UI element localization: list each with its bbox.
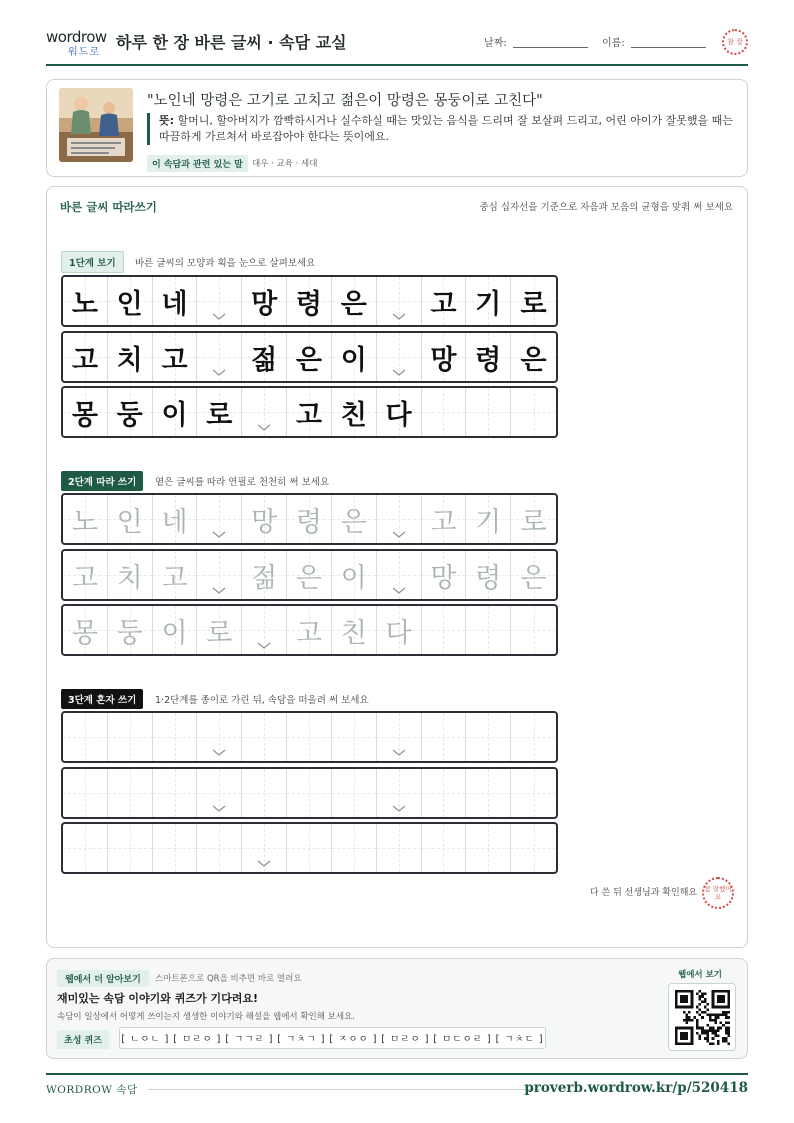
check-text: 다 쓴 뒤 선생님과 확인해요 — [590, 888, 698, 898]
grid-cell — [466, 277, 511, 325]
grid-cell[interactable] — [332, 769, 377, 817]
cell-char: 젊 — [251, 344, 278, 376]
cell-char: 고 — [71, 344, 98, 376]
grid-cell[interactable] — [422, 824, 467, 872]
grid-cell — [332, 388, 377, 436]
grid-cell — [287, 277, 332, 325]
grid-cell[interactable] — [108, 824, 153, 872]
cell-char: 이 — [340, 344, 367, 376]
grid-cell[interactable] — [511, 824, 556, 872]
grid-cell[interactable] — [63, 769, 108, 817]
grid-cell — [63, 388, 108, 436]
grid-cell — [287, 333, 332, 381]
grid-cell[interactable] — [108, 606, 153, 654]
grid-cell[interactable] — [197, 824, 242, 872]
step1-desc: 바른 글씨의 모양과 획을 눈으로 살펴보세요 — [135, 258, 316, 269]
step3-row[interactable] — [61, 711, 558, 763]
cell-char: 은 — [340, 506, 367, 538]
step3-row[interactable] — [61, 822, 558, 874]
grid-cell — [422, 277, 467, 325]
proverb-title: "노인네 망령은 고기로 고치고 젊은이 망령은 몽둥이로 고친다" — [147, 93, 543, 109]
related-tag-badge: 이 속담과 관련 있는 말 — [147, 155, 248, 172]
cell-char: 둥 — [116, 399, 143, 431]
step1-row — [61, 275, 558, 327]
grid-cell[interactable] — [511, 495, 556, 543]
cell-char: 다 — [385, 617, 412, 649]
grid-cell — [511, 388, 556, 436]
step3-badge: 3단계 혼자 쓰기 — [61, 689, 143, 709]
grid-cell[interactable] — [108, 713, 153, 761]
grid-cell[interactable] — [153, 606, 198, 654]
cell-char: 인 — [116, 288, 143, 320]
grid-cell — [63, 333, 108, 381]
grid-cell[interactable] — [511, 606, 556, 654]
page-header — [46, 26, 748, 66]
praise-stamp-text: 참 잘했어요 — [704, 885, 732, 901]
proverb-illustration — [59, 88, 133, 162]
grid-cell — [377, 333, 422, 381]
chosung-quiz: [ ㄴㅇㄴ ] [ ㅁㄹㅇ ] [ ㄱㄱㄹ ] [ ㄱㅊㄱ ] [ ㅈㅇㅇ ] [ ㅁㄹㅇ ] [ ㅁㄷㅇㄹ ] [ ㄱㅊㄷ ] — [119, 1027, 546, 1049]
step2-row[interactable] — [61, 493, 558, 545]
cell-char: 로 — [206, 399, 233, 431]
web-badge: 웹에서 더 알아보기 — [57, 970, 149, 987]
cell-char: 은 — [520, 344, 547, 376]
cell-char: 로 — [520, 288, 547, 320]
cell-char: 망 — [430, 562, 457, 594]
cell-char: 로 — [206, 617, 233, 649]
cell-char: 은 — [295, 562, 323, 594]
step2-row[interactable] — [61, 604, 558, 656]
cell-char: 몽 — [71, 399, 98, 431]
logo-text: wordrow — [46, 28, 107, 46]
grid-cell[interactable] — [466, 769, 511, 817]
grid-cell[interactable] — [287, 606, 332, 654]
grid-cell[interactable] — [422, 606, 467, 654]
cell-char: 노 — [71, 288, 98, 320]
date-label: 날짜: — [484, 38, 507, 49]
wordrow-logo — [46, 28, 106, 58]
grid-cell — [108, 388, 153, 436]
grid-cell[interactable] — [63, 713, 108, 761]
grid-cell[interactable] — [332, 713, 377, 761]
step1-badge: 1단계 보기 — [61, 251, 124, 273]
cell-char: 령 — [475, 562, 502, 594]
grid-cell[interactable] — [466, 824, 511, 872]
cell-char: 고 — [295, 399, 323, 431]
grid-cell[interactable] — [197, 495, 242, 543]
cell-char: 령 — [475, 344, 502, 376]
grid-cell[interactable] — [332, 824, 377, 872]
cell-char: 젊 — [251, 562, 278, 594]
web-hint: 스마트폰으로 QR을 비추면 바로 열려요 — [155, 974, 302, 984]
grid-cell[interactable] — [511, 769, 556, 817]
grid-cell — [332, 277, 377, 325]
grid-cell[interactable] — [108, 495, 153, 543]
qr-label: 웹에서 보기 — [677, 970, 722, 980]
grid-cell — [197, 333, 242, 381]
grid-cell[interactable] — [197, 606, 242, 654]
grid-cell — [511, 333, 556, 381]
cell-char: 인 — [116, 506, 143, 538]
proverb-card — [46, 79, 748, 177]
grid-cell[interactable] — [422, 495, 467, 543]
grid-cell[interactable] — [153, 769, 198, 817]
step2-desc: 옅은 글씨를 따라 연필로 천천히 써 보세요 — [155, 477, 330, 488]
name-label: 이름: — [602, 38, 625, 49]
cell-char: 로 — [520, 506, 547, 538]
cell-char: 은 — [295, 344, 323, 376]
cell-char: 이 — [161, 617, 188, 649]
grid-cell[interactable] — [63, 824, 108, 872]
footer-brand: WORDROW 속담 — [46, 1084, 138, 1096]
grid-cell[interactable] — [377, 824, 422, 872]
grid-cell[interactable] — [287, 495, 332, 543]
grid-cell[interactable] — [287, 824, 332, 872]
grid-cell[interactable] — [332, 606, 377, 654]
grid-cell[interactable] — [287, 769, 332, 817]
web-info-card — [46, 958, 748, 1059]
grid-cell — [197, 277, 242, 325]
praise-stamp-icon — [702, 877, 734, 909]
name-field[interactable] — [631, 47, 706, 48]
cell-char: 고 — [71, 562, 98, 594]
cell-char: 이 — [161, 399, 188, 431]
grid-cell — [377, 277, 422, 325]
grid-cell[interactable] — [377, 713, 422, 761]
cell-char: 치 — [116, 344, 143, 376]
grid-cell[interactable] — [242, 606, 287, 654]
cell-char: 네 — [161, 506, 188, 538]
grid-cell[interactable] — [108, 769, 153, 817]
step3-desc: 1·2단계를 종이로 가린 뒤, 속담을 떠올려 써 보세요 — [155, 695, 369, 706]
cell-char: 고 — [430, 506, 457, 538]
step1-row — [61, 331, 558, 383]
logo-subtext: 워드로 — [68, 47, 100, 58]
grid-cell[interactable] — [197, 713, 242, 761]
grid-cell[interactable] — [332, 495, 377, 543]
cell-char: 망 — [430, 344, 457, 376]
grid-cell[interactable] — [377, 495, 422, 543]
grid-cell — [511, 277, 556, 325]
grid-cell[interactable] — [377, 606, 422, 654]
grid-cell[interactable] — [511, 713, 556, 761]
web-headline: 재미있는 속담 이야기와 퀴즈가 기다려요! — [57, 992, 258, 1005]
seal-text: 참 잘 — [727, 38, 743, 46]
grid-cell[interactable] — [197, 551, 242, 599]
grid-cell[interactable] — [422, 713, 467, 761]
cell-char: 고 — [430, 288, 457, 320]
grid-cell[interactable] — [466, 551, 511, 599]
grid-cell — [63, 277, 108, 325]
grid-cell[interactable] — [422, 551, 467, 599]
grid-cell[interactable] — [466, 495, 511, 543]
grid-cell[interactable] — [153, 551, 198, 599]
grid-cell[interactable] — [377, 551, 422, 599]
grid-cell — [422, 333, 467, 381]
cell-char: 친 — [340, 399, 367, 431]
grid-cell — [332, 333, 377, 381]
cell-char: 이 — [340, 562, 367, 594]
cell-char: 네 — [161, 288, 188, 320]
cell-char: 치 — [116, 562, 143, 594]
grid-cell — [197, 388, 242, 436]
grid-cell[interactable] — [242, 551, 287, 599]
meaning-label: 뜻: — [159, 114, 175, 127]
cell-char: 은 — [520, 562, 547, 594]
grid-cell — [466, 388, 511, 436]
grid-cell[interactable] — [153, 495, 198, 543]
cell-char: 고 — [161, 344, 188, 376]
step3-row[interactable] — [61, 767, 558, 819]
grid-cell — [153, 333, 198, 381]
web-desc: 속담이 일상에서 어떻게 쓰이는지 생생한 이야기와 해설을 웹에서 확인해 보세요. — [57, 1012, 355, 1022]
grid-cell[interactable] — [242, 824, 287, 872]
grid-cell[interactable] — [422, 769, 467, 817]
cell-char: 은 — [340, 288, 367, 320]
grid-cell[interactable] — [242, 713, 287, 761]
footer-url[interactable]: proverb.wordrow.kr/p/520418 — [524, 1080, 748, 1096]
grid-cell[interactable] — [242, 495, 287, 543]
cell-char: 망 — [251, 506, 278, 538]
grid-cell — [422, 388, 467, 436]
grid-cell[interactable] — [332, 551, 377, 599]
grid-cell — [377, 388, 422, 436]
cell-char: 몽 — [71, 617, 98, 649]
qr-code-icon[interactable] — [668, 983, 736, 1051]
grid-cell — [108, 277, 153, 325]
grid-cell — [153, 277, 198, 325]
grid-cell[interactable] — [466, 713, 511, 761]
proverb-meaning — [147, 113, 737, 145]
cell-char: 기 — [475, 506, 502, 538]
cell-char: 노 — [71, 506, 98, 538]
practice-hint: 중심 십자선을 기준으로 자음과 모음의 균형을 맞춰 써 보세요 — [479, 202, 733, 213]
practice-title: 바른 글씨 따라쓰기 — [60, 200, 157, 214]
grid-cell — [287, 388, 332, 436]
date-field[interactable] — [513, 47, 588, 48]
practice-card — [46, 186, 748, 948]
grid-cell[interactable] — [242, 769, 287, 817]
grid-cell — [466, 333, 511, 381]
cell-char: 다 — [385, 399, 412, 431]
cell-char: 고 — [161, 562, 188, 594]
grid-cell[interactable] — [63, 495, 108, 543]
grid-cell — [242, 333, 287, 381]
grid-cell — [153, 388, 198, 436]
footer-rule — [148, 1089, 540, 1090]
step2-row[interactable] — [61, 549, 558, 601]
footer-divider — [46, 1073, 748, 1075]
meaning-text: 할머니, 할아버지가 깜빡하시거나 실수하실 때는 맛있는 음식을 드리며 잘 보살펴 드리고, 어린 아이가 잘못했을 때는 따끔하게 가르쳐서 바로잡아야 한다는 뜻이에요. — [159, 114, 733, 143]
cell-char: 령 — [295, 288, 323, 320]
page-title: 하루 한 장 바른 글씨 · 속담 교실 — [116, 33, 347, 52]
grid-cell[interactable] — [153, 824, 198, 872]
cell-char: 고 — [295, 617, 323, 649]
cell-char: 망 — [251, 288, 278, 320]
quiz-badge: 초성 퀴즈 — [57, 1030, 109, 1049]
cell-char: 기 — [475, 288, 502, 320]
grid-cell[interactable] — [197, 769, 242, 817]
grid-cell — [242, 388, 287, 436]
grid-cell[interactable] — [287, 713, 332, 761]
related-tags: 대우 · 교육 · 세대 — [252, 159, 318, 169]
grid-cell[interactable] — [108, 551, 153, 599]
grid-cell — [242, 277, 287, 325]
cell-char: 령 — [295, 506, 323, 538]
grid-cell[interactable] — [63, 606, 108, 654]
grid-cell[interactable] — [63, 551, 108, 599]
grid-cell[interactable] — [377, 769, 422, 817]
seal-stamp-icon — [722, 29, 748, 55]
grid-cell[interactable] — [153, 713, 198, 761]
grid-cell — [108, 333, 153, 381]
step1-row — [61, 386, 558, 438]
grid-cell[interactable] — [466, 606, 511, 654]
grid-cell[interactable] — [287, 551, 332, 599]
grid-cell[interactable] — [511, 551, 556, 599]
cell-char: 친 — [340, 617, 367, 649]
cell-char: 둥 — [116, 617, 143, 649]
step2-badge: 2단계 따라 쓰기 — [61, 471, 143, 491]
